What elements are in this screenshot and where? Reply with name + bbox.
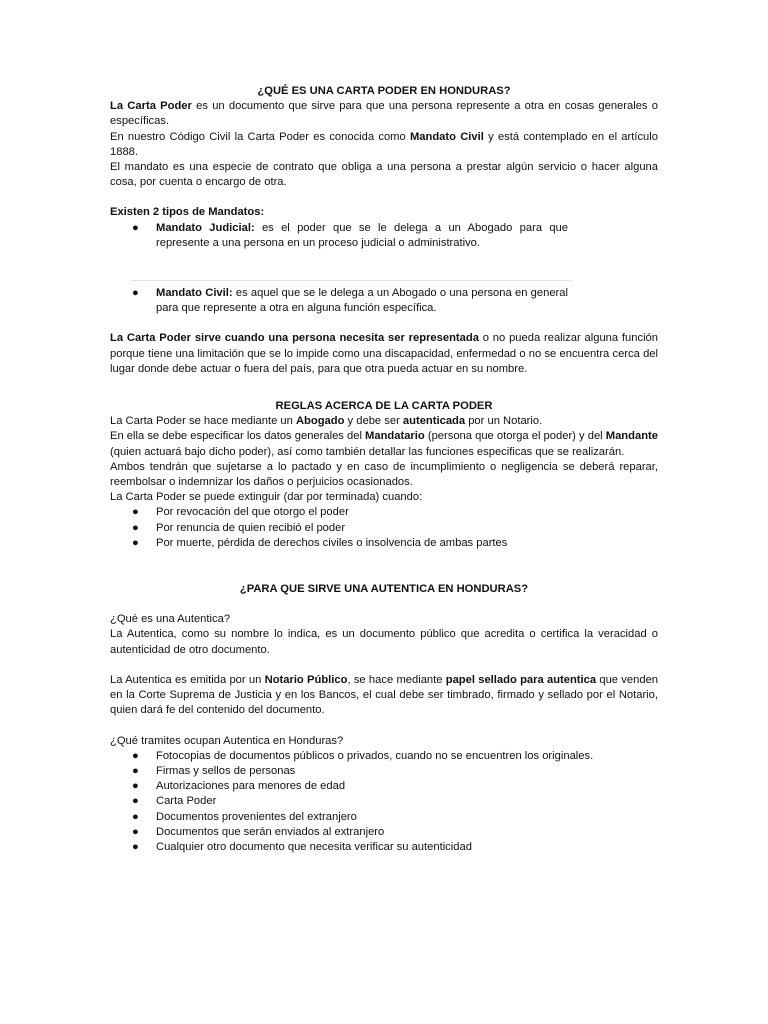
paragraph (110, 429, 658, 459)
paragraph (110, 331, 658, 377)
paragraph: La Autentica, como su nombre lo indica, es un documento público que acredita o certifica la veracidad o autenticidad de otro documento. (110, 628, 658, 656)
bullet-icon: ● (132, 840, 139, 853)
mandatos-list-continued (110, 286, 658, 316)
bold-text: Existen 2 tipos de Mandatos: (110, 206, 265, 219)
paragraph-text: o no pueda realizar alguna función porque tiene una limitación que se lo impide como una discapacidad, enfermedad o no se encuentra cerca del lugar donde debe actuar o fuera del país, para que otra pueda actuar en su nombre. (110, 332, 659, 375)
bold-text: papel sellado para autentica (445, 673, 597, 686)
paragraph: El mandato es una especie de contrato que obliga a una persona a prestar algún servicio o hacer alguna cosa, por cuenta o encargo de otra. (110, 161, 658, 189)
bold-text: Mandato Civil (409, 130, 484, 143)
bullet-icon: ● (132, 810, 139, 823)
list-item (110, 810, 658, 825)
list-item-text: Firmas y sellos de personas (156, 764, 296, 777)
list-item-text: Cualquier otro documento que necesita verificar su autenticidad (156, 840, 472, 853)
bullet-icon: ● (132, 749, 139, 762)
question: ¿Qué tramites ocupan Autentica en Honduras? (110, 734, 344, 747)
list-item (110, 840, 658, 855)
paragraph-text: y está contemplado en el artículo 1888. (110, 130, 658, 158)
list-item (110, 794, 658, 809)
extinguir-list (110, 505, 658, 551)
section-title-autentica: ¿PARA QUE SIRVE UNA AUTENTICA EN HONDURAS? (239, 583, 529, 596)
list-item-text: Documentos provenientes del extranjero (156, 810, 357, 823)
section-title-reglas: REGLAS ACERCA DE LA CARTA PODER (275, 400, 493, 413)
bullet-icon: ● (132, 795, 139, 808)
bold-text: Mandato Civil: (156, 287, 233, 300)
paragraph-text: La Carta Poder se hace mediante un (110, 415, 296, 428)
bold-text: Abogado (295, 415, 345, 428)
list-item (110, 521, 658, 536)
bold-text: La Carta Poder (110, 100, 192, 113)
bullet-icon: ● (132, 780, 139, 793)
bullet-icon: ● (132, 764, 139, 777)
list-item (110, 779, 658, 794)
question: ¿Qué es una Autentica? (110, 613, 231, 626)
list-item-text: Por muerte, pérdida de derechos civiles o insolvencia de ambas partes (156, 536, 508, 549)
list-item-text: es el poder que se le delega a un Abogado para que represente a una persona en un proceso judicial o administrativo. (156, 221, 568, 249)
bullet-icon: ● (132, 287, 139, 300)
list-item-text: es aquel que se le delega a un Abogado o una persona en general para que represente a otra en alguna función específica. (156, 287, 568, 315)
list-item (110, 221, 658, 251)
paragraph-text: En nuestro Código Civil la Carta Poder es conocida como (110, 130, 410, 143)
list-item-text: Carta Poder (156, 795, 217, 808)
paragraph-text: por un Notario. (465, 415, 543, 428)
bullet-icon: ● (132, 536, 139, 549)
bullet-icon: ● (132, 221, 139, 234)
dotted-divider (132, 280, 572, 281)
list-item-text: Por revocación del que otorgo el poder (156, 506, 349, 519)
paragraph-text: (persona que otorga el poder) y del (424, 430, 606, 443)
tramites-list (110, 749, 658, 855)
list-item-text: Por renuncia de quien recibió el poder (156, 521, 346, 534)
bold-text: Mandante (605, 430, 658, 443)
paragraph: Ambos tendrán que sujetarse a lo pactado y en caso de incumplimiento o negligencia se deberá reparar, reembolsar o indemnizar los daños o perjuicios ocasionados. (110, 460, 658, 489)
bold-text: Mandatario (365, 430, 425, 443)
list-item-text: Fotocopias de documentos públicos o privados, cuando no se encuentren los originales. (156, 749, 594, 762)
paragraph (110, 673, 658, 719)
paragraph-text: y debe ser (344, 415, 403, 428)
paragraph: La Carta Poder se puede extinguir (dar por terminada) cuando: (110, 491, 423, 504)
list-item-text: Autorizaciones para menores de edad (156, 780, 346, 793)
bold-text: Mandato Judicial: (156, 221, 255, 234)
list-item (110, 764, 658, 779)
list-item (110, 749, 658, 764)
paragraph-text: (quien actuará bajo dicho poder), así como también detallar las funciones especificas que se realizarán. (110, 445, 625, 458)
bullet-icon: ● (132, 506, 139, 519)
paragraph-text: , se hace mediante (347, 673, 446, 686)
paragraph (110, 414, 658, 429)
paragraph (110, 99, 658, 129)
paragraph-text: que venden en la Corte Suprema de Justicia y en los Bancos, el cual debe ser timbrado, firmado y sellado por el Notario, quien dará fe del contenido del documento. (110, 673, 659, 717)
document-page (110, 84, 658, 855)
bullet-icon: ● (132, 825, 139, 838)
list-item-text: Documentos que serán enviados al extranjero (156, 825, 385, 838)
paragraph-text: En ella se debe especificar los datos generales del (110, 430, 366, 443)
list-item (110, 536, 658, 551)
types-heading (110, 205, 658, 220)
bullet-icon: ● (132, 521, 139, 534)
section-title-carta-poder: ¿QUÉ ES UNA CARTA PODER EN HONDURAS? (257, 85, 511, 97)
bold-text: Notario Público (264, 673, 348, 686)
paragraph-text: La Autentica es emitida por un (110, 673, 265, 686)
paragraph-text: es un documento que sirve para que una persona represente a otra en cosas generales o específicas. (110, 100, 658, 128)
bold-text: autenticada (402, 415, 466, 428)
paragraph (110, 130, 658, 160)
list-item (110, 825, 658, 840)
mandatos-list (110, 221, 658, 251)
list-item (110, 505, 658, 520)
bold-text: La Carta Poder sirve cuando una persona necesita ser representada (110, 332, 479, 345)
list-item (110, 286, 658, 316)
